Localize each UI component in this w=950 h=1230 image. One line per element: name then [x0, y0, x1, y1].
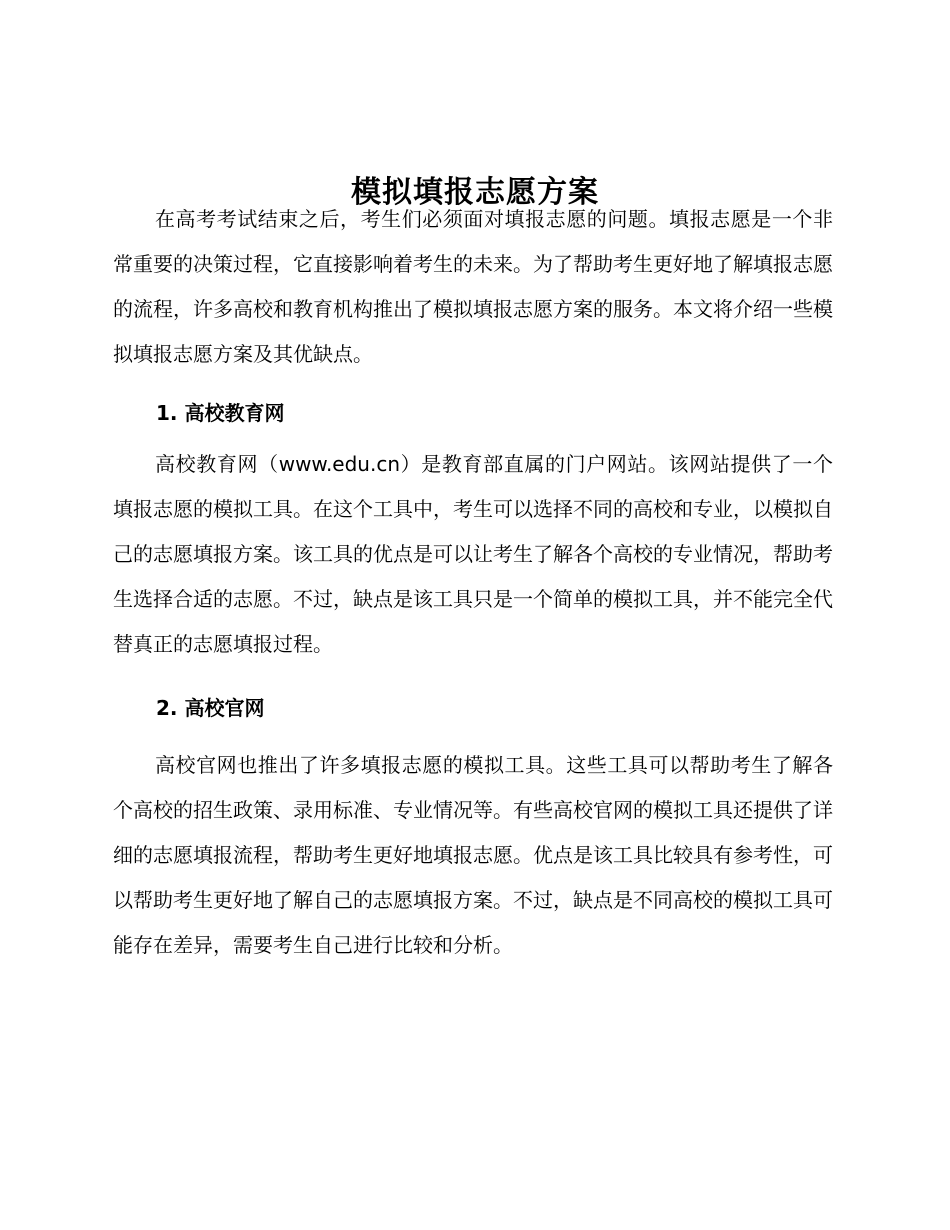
section-body-official-site: 高校官网也推出了许多填报志愿的模拟工具。这些工具可以帮助考生了解各个高校的招生政策、录用标准、专业情况等。有些高校官网的模拟工具还提供了详细的志愿填报流程，帮助考生更好地填报志愿。优点是该工具比较具有参考性，可以帮助考生更好地了解自己的志愿填报方案。不过，缺点是不同高校的模拟工具可能存在差异，需要考生自己进行比较和分析。 [113, 753, 833, 957]
section-heading-official-site: 2. 高校官网 [156, 696, 265, 720]
intro-paragraph: 在高考考试结束之后，考生们必须面对填报志愿的问题。填报志愿是一个非常重要的决策过程，它直接影响着考生的未来。为了帮助考生更好地了解填报志愿的流程，许多高校和教育机构推出了模拟填报志愿方案的服务。本文将介绍一些模拟填报志愿方案及其优缺点。 [113, 207, 833, 366]
section-body-edu-net: 高校教育网（www.edu.cn）是教育部直属的门户网站。该网站提供了一个填报志愿的模拟工具。在这个工具中，考生可以选择不同的高校和专业，以模拟自己的志愿填报方案。该工具的优点是可以让考生了解各个高校的专业情况，帮助考生选择合适的志愿。不过，缺点是该工具只是一个简单的模拟工具，并不能完全代替真正的志愿填报过程。 [113, 452, 833, 656]
document-title: 模拟填报志愿方案 [351, 175, 599, 211]
section-heading-edu-net: 1. 高校教育网 [156, 401, 285, 425]
